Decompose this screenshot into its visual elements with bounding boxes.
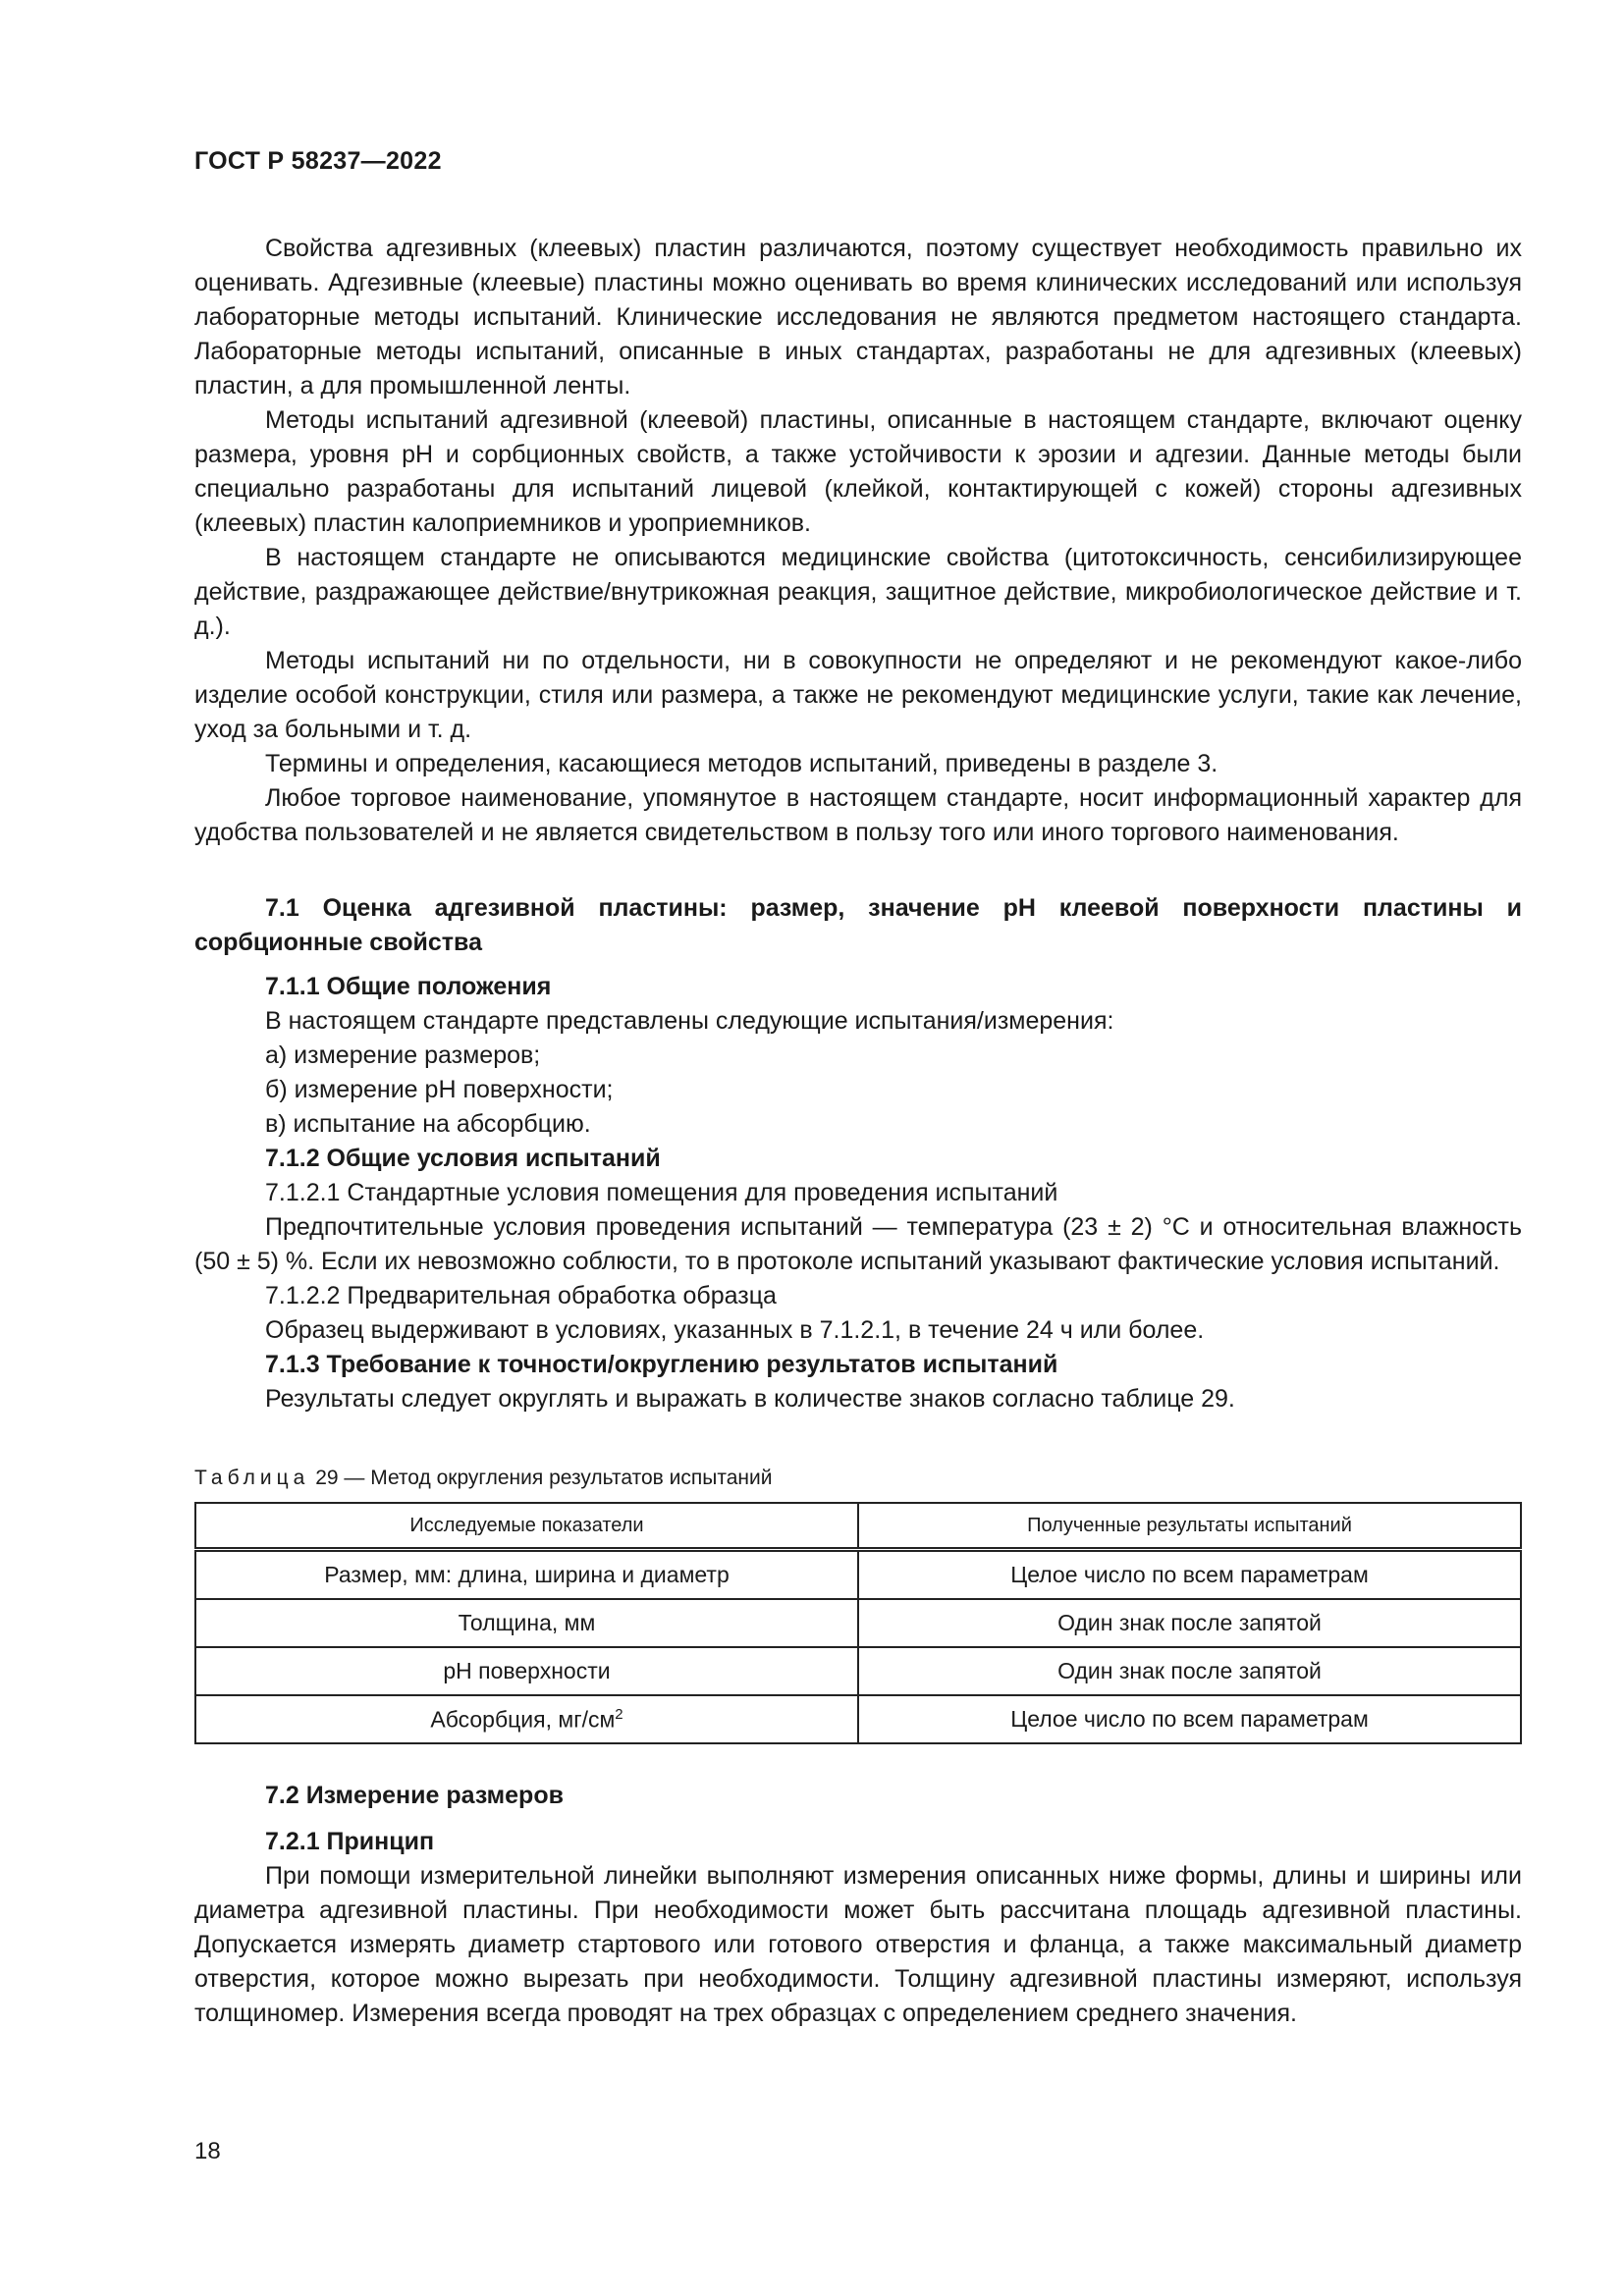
table-cell: Один знак после запятой <box>858 1599 1521 1647</box>
table-caption <box>194 1467 772 1490</box>
table-cell: Толщина, мм <box>195 1599 858 1647</box>
superscript: 2 <box>615 1705 623 1723</box>
paragraph: Термины и определения, касающиеся методов испытаний, приведены в разделе 3. <box>265 750 1218 777</box>
column-header: Исследуемые показатели <box>195 1503 858 1550</box>
table-row <box>195 1599 1521 1647</box>
paragraph: Свойства адгезивных (клеевых) пластин различаются, поэтому существует необходимость правильно их оценивать. Адгезивные (клеевые) пластины можно оценивать во время клинических исследований или используя лабораторные методы испытаний. Клинические исследования не являются предметом настоящего стандарта. Лабораторные методы испытаний, описанные в иных стандартах, разработаны не для адгезивных (клеевых) пластин, а для промышленной ленты. <box>194 235 1522 400</box>
paragraph: Методы испытаний ни по отдельности, ни в совокупности не определяют и не рекомендуют какое-либо изделие особой конструкции, стиля или размера, а также не рекомендуют медицинские услуги, такие как лечение, уход за больными и т. д. <box>194 647 1522 743</box>
paragraph: В настоящем стандарте представлены следующие испытания/измерения: <box>265 1007 1114 1035</box>
table-cell: Целое число по всем параметрам <box>858 1695 1521 1743</box>
table-row <box>195 1695 1521 1743</box>
rounding-table <box>194 1502 1522 1744</box>
section-7-2 <box>194 1779 1522 2031</box>
table-row <box>195 1550 1521 1600</box>
table-caption-text: 29 — Метод округления результатов испытаний <box>315 1467 773 1489</box>
table-row <box>195 1647 1521 1695</box>
table-cell: Один знак после запятой <box>858 1647 1521 1695</box>
subsection-heading: 7.1.2 Общие условия испытаний <box>265 1145 661 1172</box>
subsection-heading: 7.2.1 Принцип <box>265 1828 435 1855</box>
column-header: Полученные результаты испытаний <box>858 1503 1521 1550</box>
paragraph: Предпочтительные условия проведения испытаний — температура (23 ± 2) °С и относительная влажность (50 ± 5) %. Если их невозможно соблюсти, то в протоколе испытаний указывают фактические условия испытаний. <box>194 1213 1522 1275</box>
table-cell: pH поверхности <box>195 1647 858 1695</box>
list-item: б) измерение pH поверхности; <box>265 1076 614 1103</box>
cell-text: Абсорбция, мг/см <box>430 1706 616 1733</box>
table-caption-label: Таблица <box>194 1467 310 1489</box>
paragraph: При помощи измерительной линейки выполняют измерения описанных ниже формы, длины и ширины или диаметра адгезивной пластины. При необходимости может быть рассчитана площадь адгезивной пластины. Допускается измерять диаметр стартового или готового отверстия и фланца, а также максимальный диаметр отверстия, которое можно вырезать при необходимости. Толщину адгезивной пластины измеряют, используя толщиномер. Измерения всегда проводят на трех образцах с определением среднего значения. <box>194 1862 1522 2027</box>
section-heading: 7.2 Измерение размеров <box>265 1782 564 1809</box>
paragraph: Образец выдерживают в условиях, указанных в 7.1.2.1, в течение 24 ч или более. <box>265 1316 1205 1344</box>
table-header-row <box>195 1503 1521 1550</box>
paragraph: В настоящем стандарте не описываются медицинские свойства (цитотоксичность, сенсибилизирующее действие, раздражающее действие/внутрикожная реакция, защитное действие, микробиологическое действие и т. д.). <box>194 544 1522 640</box>
subsection-heading: 7.1.1 Общие положения <box>265 973 552 1000</box>
section-7-1 <box>194 891 1522 1416</box>
intro-section <box>194 232 1522 850</box>
section-heading: 7.1 Оценка адгезивной пластины: размер, значение pH клеевой поверхности пластины и сорбционные свойства <box>194 894 1522 956</box>
page-number: 18 <box>194 2138 221 2164</box>
clause-title: 7.1.2.1 Стандартные условия помещения для проведения испытаний <box>265 1179 1058 1206</box>
document-header: ГОСТ Р 58237—2022 <box>194 147 442 175</box>
paragraph: Любое торговое наименование, упомянутое в настоящем стандарте, носит информационный характер для удобства пользователей и не является свидетельством в пользу того или иного торгового наименования. <box>194 784 1522 846</box>
clause-title: 7.1.2.2 Предварительная обработка образца <box>265 1282 777 1309</box>
table-cell <box>195 1695 858 1743</box>
subsection-heading: 7.1.3 Требование к точности/округлению результатов испытаний <box>265 1351 1058 1378</box>
table-cell: Размер, мм: длина, ширина и диаметр <box>195 1550 858 1600</box>
paragraph: Результаты следует округлять и выражать в количестве знаков согласно таблице 29. <box>265 1385 1235 1413</box>
list-item: в) испытание на абсорбцию. <box>265 1110 591 1138</box>
list-item: а) измерение размеров; <box>265 1041 541 1069</box>
table-cell: Целое число по всем параметрам <box>858 1550 1521 1600</box>
paragraph: Методы испытаний адгезивной (клеевой) пластины, описанные в настоящем стандарте, включают оценку размера, уровня pH и сорбционных свойств, а также устойчивости к эрозии и адгезии. Данные методы были специально разработаны для испытаний лицевой (клейкой, контактирующей с кожей) стороны адгезивных (клеевых) пластин калоприемников и уроприемников. <box>194 406 1522 537</box>
